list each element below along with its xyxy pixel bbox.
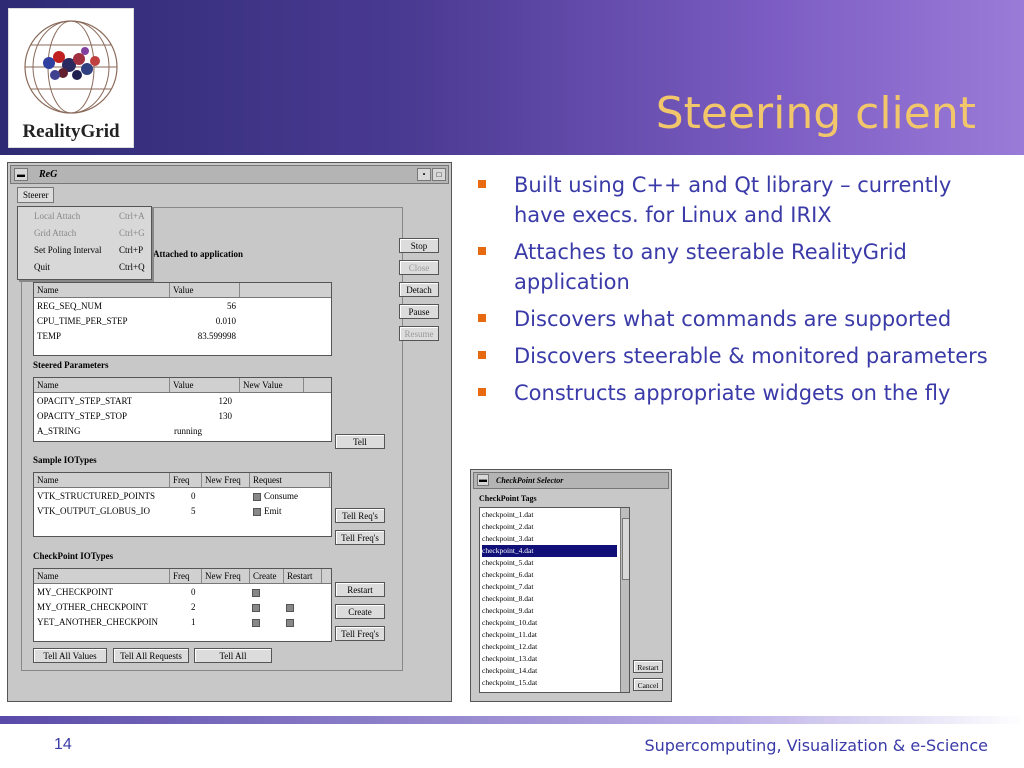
bullet-item bbox=[478, 237, 998, 297]
menu-item-shortcut: Ctrl+Q bbox=[119, 262, 145, 272]
bullet-item bbox=[478, 341, 998, 371]
checkpoint-selector-titlebar[interactable] bbox=[473, 472, 669, 489]
table-header bbox=[34, 283, 331, 298]
list-item[interactable]: checkpoint_9.dat bbox=[482, 606, 534, 615]
create-button[interactable]: Create bbox=[335, 604, 385, 619]
page-number: 14 bbox=[54, 736, 72, 753]
logo-text: RealityGrid bbox=[22, 121, 120, 142]
bullet-marker-icon bbox=[478, 314, 486, 322]
menu-item-grid-attach[interactable] bbox=[18, 225, 151, 242]
bullet-item bbox=[478, 170, 998, 230]
param-value: running bbox=[174, 426, 202, 436]
scrollbar-thumb[interactable] bbox=[622, 518, 630, 580]
param-value: 83.599998 bbox=[197, 331, 236, 341]
table-header bbox=[34, 473, 331, 488]
param-value: 0.010 bbox=[215, 316, 236, 326]
steered-params-table[interactable] bbox=[33, 377, 332, 442]
checkpoint-freq: 1 bbox=[191, 617, 196, 627]
bullet-text: Attaches to any steerable RealityGrid application bbox=[514, 240, 907, 294]
window-menu-icon[interactable]: ▬ bbox=[14, 168, 28, 181]
create-checkbox[interactable] bbox=[252, 615, 263, 629]
tell-freqs-checkpoint-button[interactable]: Tell Freq's bbox=[335, 626, 385, 641]
bullet-text: Built using C++ and Qt library – currently have execs. for Linux and IRIX bbox=[514, 173, 952, 227]
checkpoint-restart-button[interactable]: Restart bbox=[633, 660, 663, 673]
menu-item-label: Set Poling Interval bbox=[34, 245, 102, 255]
param-value: 130 bbox=[218, 411, 232, 421]
menu-item-quit[interactable] bbox=[18, 259, 151, 276]
column-header-request[interactable]: Request bbox=[250, 473, 330, 487]
pause-button[interactable]: Pause bbox=[399, 304, 439, 319]
maximize-icon[interactable]: □ bbox=[432, 168, 446, 181]
checkpoint-cancel-button[interactable]: Cancel bbox=[633, 678, 663, 691]
bullet-marker-icon bbox=[478, 351, 486, 359]
minimize-icon[interactable]: • bbox=[417, 168, 431, 181]
steerer-dropdown bbox=[17, 206, 152, 280]
param-name: A_STRING bbox=[37, 426, 81, 436]
column-header-new-value[interactable]: New Value bbox=[240, 378, 304, 392]
bullet-item bbox=[478, 378, 998, 408]
list-item[interactable]: checkpoint_3.dat bbox=[482, 534, 534, 543]
tell-freqs-button[interactable]: Tell Freq's bbox=[335, 530, 385, 545]
menu-item-shortcut: Ctrl+G bbox=[119, 228, 145, 238]
list-item[interactable]: checkpoint_6.dat bbox=[482, 570, 534, 579]
list-scrollbar[interactable] bbox=[620, 508, 629, 692]
iotype-name: VTK_STRUCTURED_POINTS bbox=[37, 491, 156, 501]
param-name: OPACITY_STEP_STOP bbox=[37, 411, 128, 421]
list-item[interactable]: checkpoint_14.dat bbox=[482, 666, 538, 675]
steered-params-title: Steered Parameters bbox=[33, 360, 109, 370]
checkpoint-freq: 0 bbox=[191, 587, 196, 597]
checkbox-icon bbox=[286, 619, 294, 627]
restart-checkbox[interactable] bbox=[286, 600, 297, 614]
menu-item-local-attach[interactable] bbox=[18, 208, 151, 225]
tell-reqs-button[interactable]: Tell Req's bbox=[335, 508, 385, 523]
menu-item-label: Local Attach bbox=[34, 211, 81, 221]
close-button[interactable]: Close bbox=[399, 260, 439, 275]
list-item-selected[interactable]: checkpoint_4.dat bbox=[482, 545, 617, 557]
param-name: TEMP bbox=[37, 331, 62, 341]
restart-button[interactable]: Restart bbox=[335, 582, 385, 597]
checkbox-icon bbox=[252, 604, 260, 612]
tell-all-button[interactable]: Tell All bbox=[194, 648, 272, 663]
checkpoint-name: MY_OTHER_CHECKPOINT bbox=[37, 602, 148, 612]
iotype-name: VTK_OUTPUT_GLOBUS_IO bbox=[37, 506, 150, 516]
create-checkbox[interactable] bbox=[252, 585, 263, 599]
menu-item-set-poling-interval[interactable] bbox=[18, 242, 151, 259]
column-header-new-freq[interactable]: New Freq bbox=[202, 473, 250, 487]
checkbox-icon bbox=[253, 508, 261, 516]
restart-checkbox[interactable] bbox=[286, 615, 297, 629]
checkpoint-selector-window bbox=[470, 469, 672, 702]
resume-button[interactable]: Resume bbox=[399, 326, 439, 341]
checkpoint-list[interactable] bbox=[479, 507, 630, 693]
column-header-freq[interactable]: Freq bbox=[170, 473, 202, 487]
list-item[interactable]: checkpoint_15.dat bbox=[482, 678, 538, 687]
table-header bbox=[34, 378, 331, 393]
list-item[interactable]: checkpoint_2.dat bbox=[482, 522, 534, 531]
window-menu-icon[interactable]: ▬ bbox=[479, 475, 487, 484]
stop-button[interactable]: Stop bbox=[399, 238, 439, 253]
column-header-restart[interactable]: Restart bbox=[284, 569, 322, 583]
checkpoint-name: YET_ANOTHER_CHECKPOIN bbox=[37, 617, 158, 627]
monitored-params-table[interactable] bbox=[33, 282, 332, 356]
list-item[interactable]: checkpoint_10.dat bbox=[482, 618, 538, 627]
reg-window bbox=[7, 162, 452, 702]
tell-all-values-button[interactable]: Tell All Values bbox=[33, 648, 107, 663]
steerer-menu[interactable]: Steerer bbox=[17, 187, 54, 203]
slide-title: Steering client bbox=[655, 88, 976, 139]
param-value: 120 bbox=[218, 396, 232, 406]
bullet-list bbox=[478, 170, 998, 415]
iotype-freq: 5 bbox=[191, 506, 196, 516]
bullet-text: Discovers steerable & monitored parameters bbox=[514, 344, 988, 368]
checkpoint-freq: 2 bbox=[191, 602, 196, 612]
bullet-marker-icon bbox=[478, 247, 486, 255]
column-header-name[interactable]: Name bbox=[34, 473, 170, 487]
column-header-name[interactable]: Name bbox=[34, 283, 170, 297]
column-header-name[interactable]: Name bbox=[34, 569, 170, 583]
checkpoint-name: MY_CHECKPOINT bbox=[37, 587, 114, 597]
create-checkbox[interactable] bbox=[252, 600, 263, 614]
list-item[interactable]: checkpoint_7.dat bbox=[482, 582, 534, 591]
footer-divider bbox=[0, 716, 1024, 724]
list-item[interactable]: checkpoint_5.dat bbox=[482, 558, 534, 567]
param-name: REG_SEQ_NUM bbox=[37, 301, 103, 311]
list-item[interactable]: checkpoint_12.dat bbox=[482, 642, 538, 651]
reg-window-title: ReG bbox=[39, 169, 58, 180]
column-header-freq[interactable]: Freq bbox=[170, 569, 202, 583]
column-header-name[interactable]: Name bbox=[34, 378, 170, 392]
menu-item-label: Grid Attach bbox=[34, 228, 77, 238]
request-toggle[interactable] bbox=[253, 489, 298, 503]
menu-item-shortcut: Ctrl+A bbox=[119, 211, 145, 221]
realitygrid-logo bbox=[8, 8, 134, 148]
column-header-create[interactable]: Create bbox=[250, 569, 284, 583]
request-label: Emit bbox=[264, 506, 282, 516]
menubar bbox=[11, 185, 448, 204]
bullet-text: Constructs appropriate widgets on the fly bbox=[514, 381, 951, 405]
list-item[interactable]: checkpoint_11.dat bbox=[482, 630, 537, 639]
iotypes-table[interactable] bbox=[33, 472, 332, 537]
param-name: OPACITY_STEP_START bbox=[37, 396, 133, 406]
iotype-freq: 0 bbox=[191, 491, 196, 501]
column-header-value[interactable]: Value bbox=[170, 283, 240, 297]
list-item[interactable]: checkpoint_1.dat bbox=[482, 510, 534, 519]
table-header bbox=[34, 569, 331, 584]
checkbox-icon bbox=[253, 493, 261, 501]
menu-item-label: Quit bbox=[34, 262, 51, 272]
reg-titlebar[interactable] bbox=[10, 165, 449, 184]
tell-button[interactable]: Tell bbox=[335, 434, 385, 449]
checkpoint-tags-label: CheckPoint Tags bbox=[479, 494, 537, 503]
footer-text: Supercomputing, Visualization & e-Science bbox=[644, 736, 988, 755]
detach-button[interactable]: Detach bbox=[399, 282, 439, 297]
checkpoint-iotypes-table[interactable] bbox=[33, 568, 332, 642]
checkpoint-iotypes-title: CheckPoint IOTypes bbox=[33, 551, 114, 561]
menu-item-shortcut: Ctrl+P bbox=[119, 245, 144, 255]
checkbox-icon bbox=[252, 619, 260, 627]
globe-icon bbox=[19, 15, 123, 119]
bullet-marker-icon bbox=[478, 388, 486, 396]
bullet-item bbox=[478, 304, 998, 334]
column-header-value[interactable]: Value bbox=[170, 378, 240, 392]
checkpoint-selector-title: CheckPoint Selector bbox=[496, 476, 564, 485]
bullet-text: Discovers what commands are supported bbox=[514, 307, 952, 331]
request-toggle[interactable] bbox=[253, 504, 282, 518]
list-item[interactable]: checkpoint_8.dat bbox=[482, 594, 534, 603]
checkbox-icon bbox=[286, 604, 294, 612]
column-header-new-freq[interactable]: New Freq bbox=[202, 569, 250, 583]
status-label: Attached to application bbox=[153, 249, 243, 259]
bullet-marker-icon bbox=[478, 180, 486, 188]
param-name: CPU_TIME_PER_STEP bbox=[37, 316, 128, 326]
checkbox-icon bbox=[252, 589, 260, 597]
request-label: Consume bbox=[264, 491, 299, 501]
param-value: 56 bbox=[227, 301, 236, 311]
list-item[interactable]: checkpoint_13.dat bbox=[482, 654, 538, 663]
tell-all-requests-button[interactable]: Tell All Requests bbox=[113, 648, 189, 663]
iotypes-title: Sample IOTypes bbox=[33, 455, 97, 465]
